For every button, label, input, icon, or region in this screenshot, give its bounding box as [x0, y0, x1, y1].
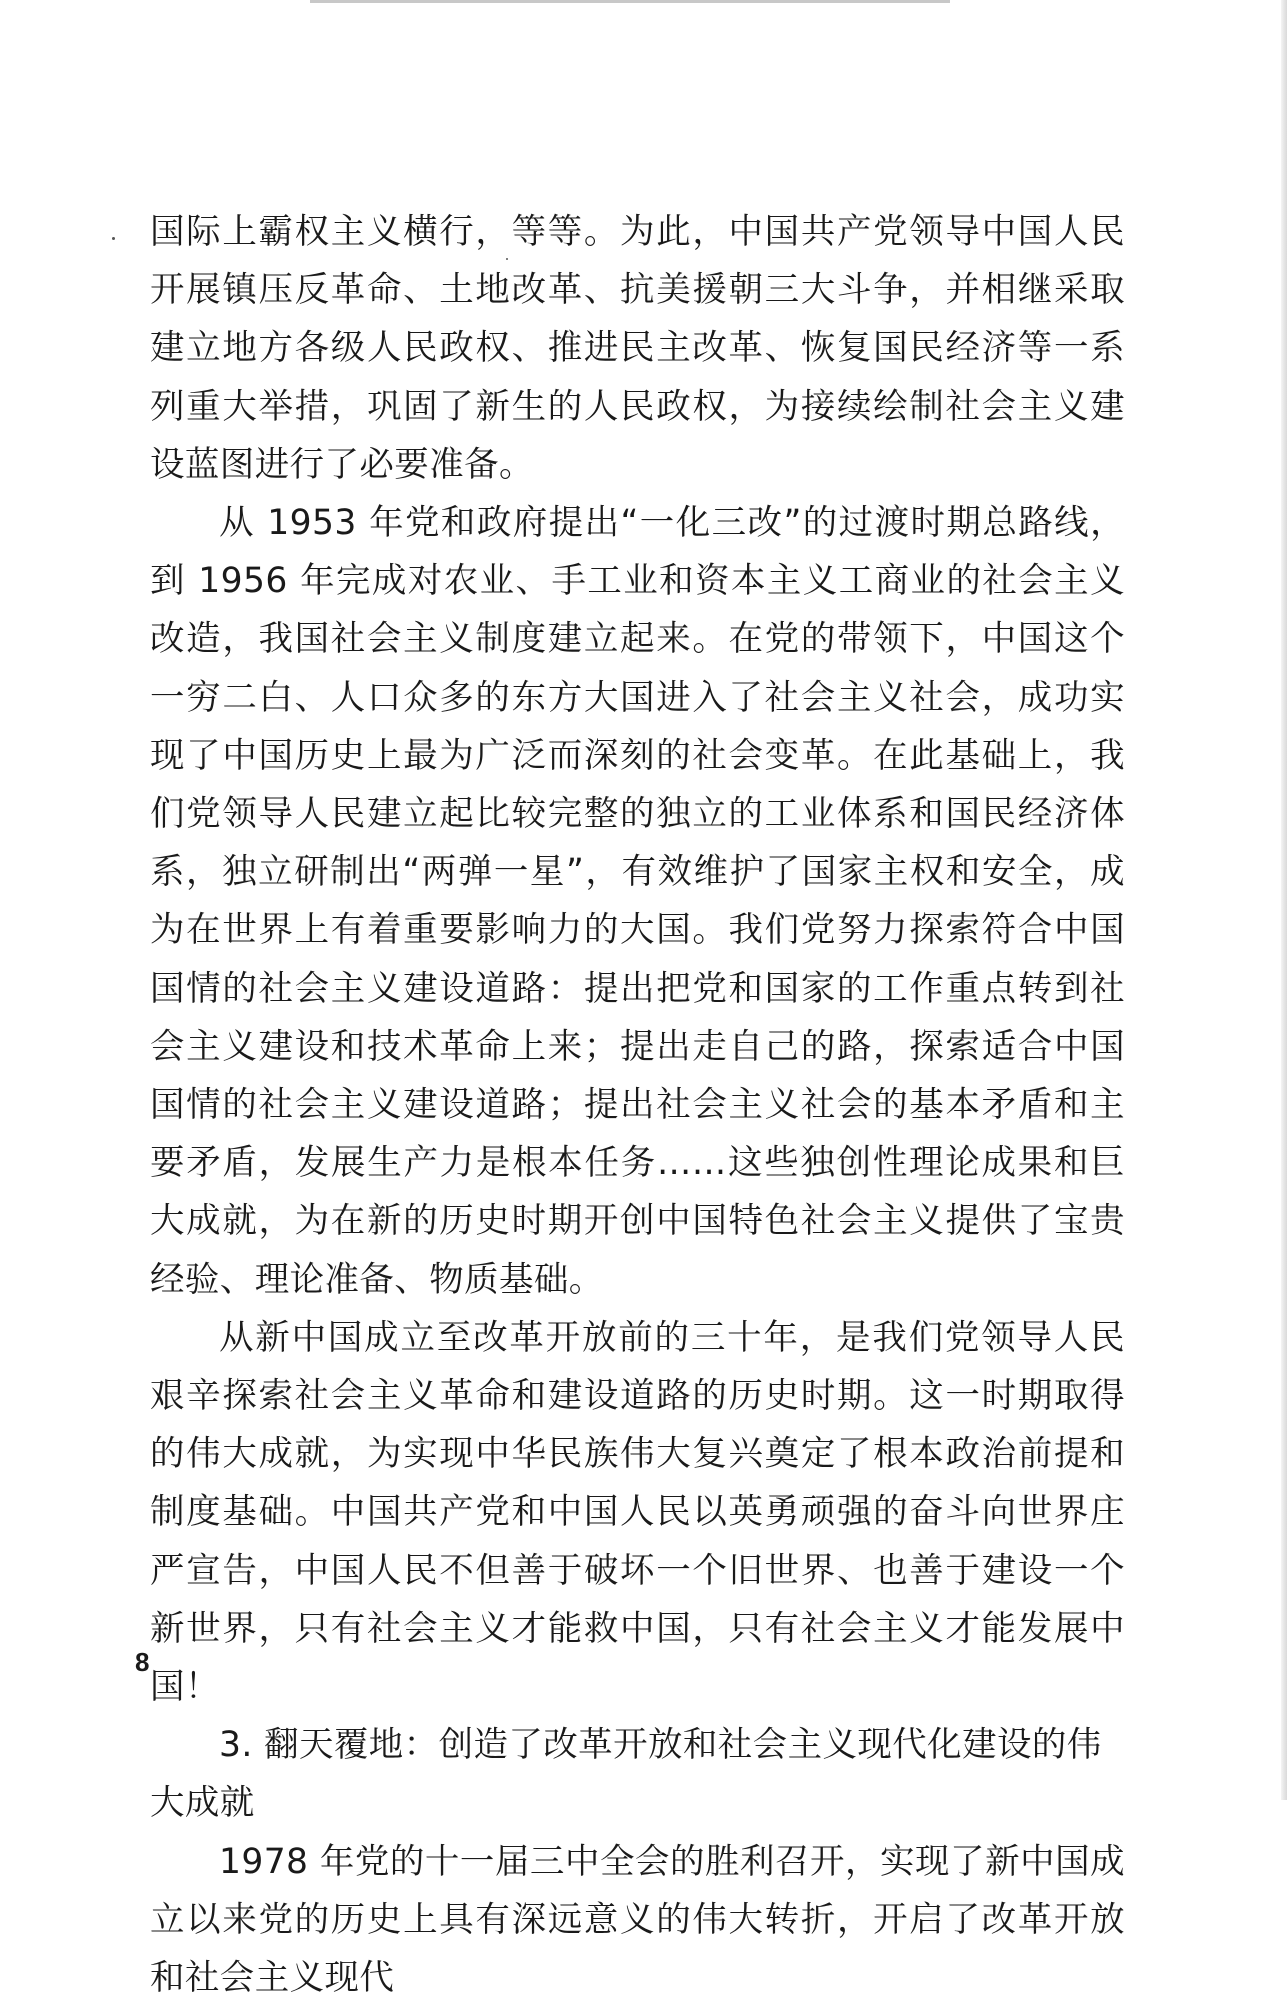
scan-top-rule [310, 0, 950, 3]
paragraph-socialist-transformation: 从 1953 年党和政府提出“一化三改”的过渡时期总路线，到 1956 年完成对农业、手工业和资本主义工商业的社会主义改造，我国社会主义制度建立起来。在党的带领下，中国这个一穷二白、人口众多的东方大国进入了社会主义社会，成功实现了中国历史上最为广泛而深刻的社会变革。在此基础上，我们党领导人民建立起比较完整的独立的工业体系和国民经济体系，独立研制出“两弹一星”，有效维护了国家主权和安全，成为在世界上有着重要影响力的大国。我们党努力探索符合中国国情的社会主义建设道路：提出把党和国家的工作重点转到社会主义建设和技术革命上来；提出走自己的路，探索适合中国国情的社会主义建设道路；提出社会主义社会的基本矛盾和主要矛盾，发展生产力是根本任务……这些独创性理论成果和巨大成就，为在新的历史时期开创中国特色社会主义提供了宝贵经验、理论准备、物质基础。 [150, 503, 1125, 1300]
scan-edge-shadow [1281, 0, 1287, 1800]
paragraph-reform-opening: 1978 年党的十一届三中全会的胜利召开，实现了新中国成立以来党的历史上具有深远意义的伟大转折，开启了改革开放和社会主义现代 [150, 1841, 1125, 1999]
page-number: 8 [135, 1647, 150, 1677]
paragraph-thirty-years: 从新中国成立至改革开放前的三十年，是我们党领导人民艰辛探索社会主义革命和建设道路的历史时期。这一时期取得的伟大成就，为实现中华民族伟大复兴奠定了根本政治前提和制度基础。中国共产党和中国人民以英勇顽强的奋斗向世界庄严宣告，中国人民不但善于破坏一个旧世界、也善于建设一个新世界，只有社会主义才能救中国，只有社会主义才能发展中国！ [150, 1317, 1125, 1708]
scan-speck [112, 237, 115, 240]
section-heading: 3. 翻天覆地：创造了改革开放和社会主义现代化建设的伟大成就 [150, 1725, 1102, 1824]
page-body [150, 203, 1125, 2007]
paragraph-continuation: 国际上霸权主义横行，等等。为此，中国共产党领导中国人民开展镇压反革命、土地改革、抗美援朝三大斗争，并相继采取建立地方各级人民政权、推进民主改革、恢复国民经济等一系列重大举措，巩固了新生的人民政权，为接续绘制社会主义建设蓝图进行了必要准备。 [150, 212, 1125, 485]
